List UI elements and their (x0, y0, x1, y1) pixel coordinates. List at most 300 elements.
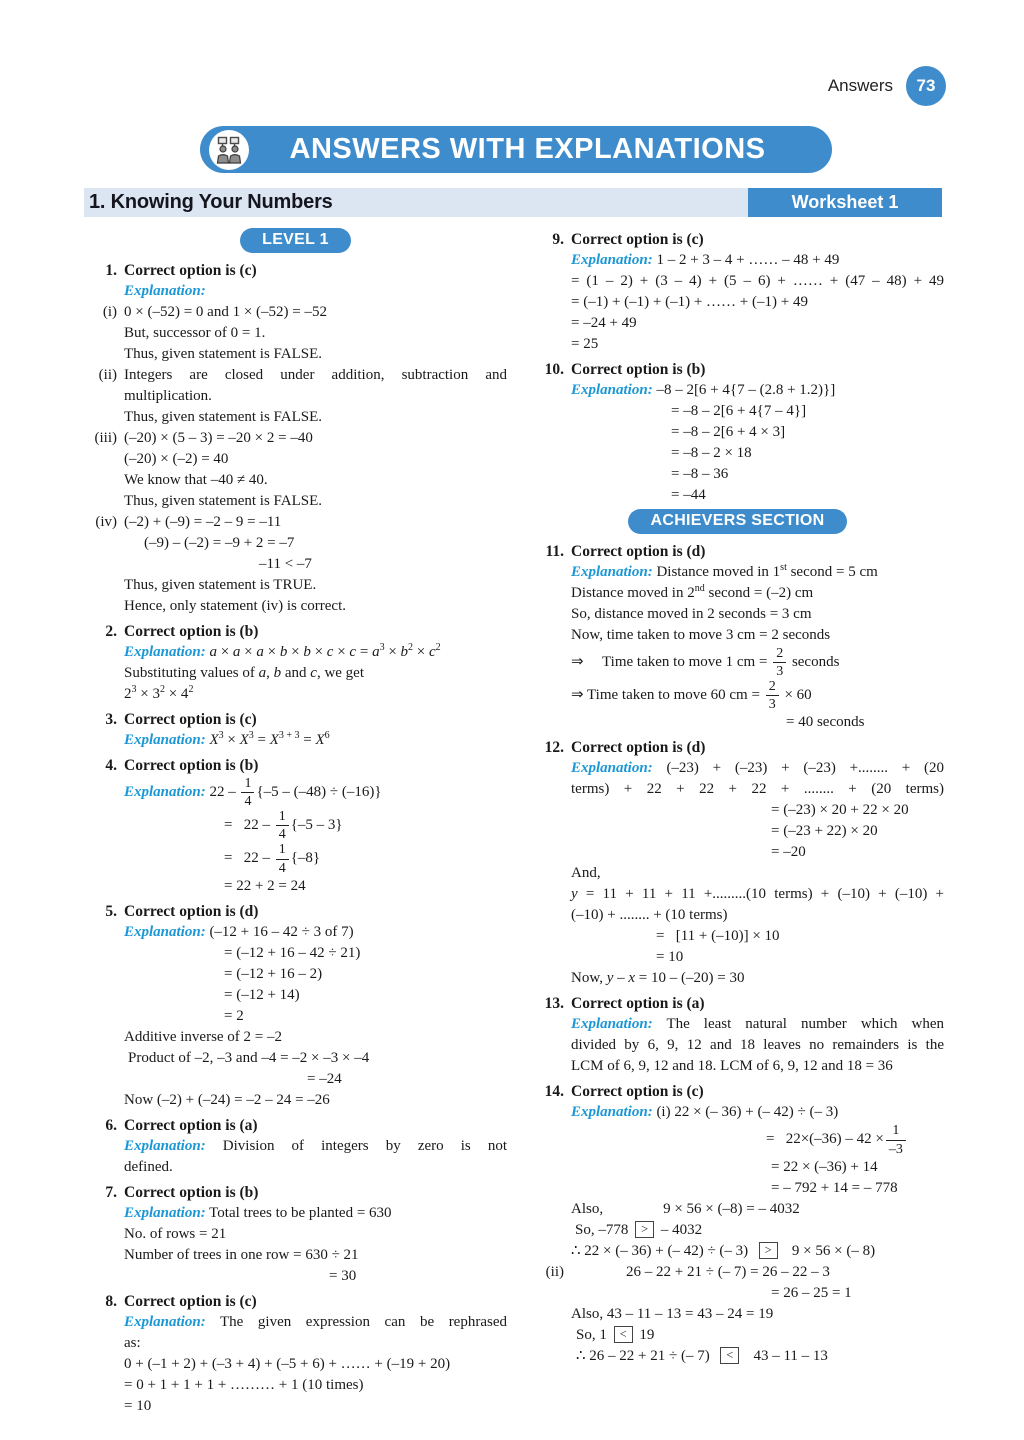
line-content (124, 663, 507, 684)
answer-line (84, 1006, 507, 1027)
fraction (771, 646, 788, 679)
boxed-comparator: < (720, 1347, 739, 1364)
text-run: No. of rows = 21 (124, 1225, 227, 1242)
answer-item (531, 229, 944, 355)
answer-line (531, 1325, 944, 1346)
answer-number: 11. (545, 543, 564, 560)
answer-line (84, 344, 507, 365)
answer-number: 4. (105, 757, 117, 774)
answer-line (84, 386, 507, 407)
superscript: 3 (248, 730, 254, 741)
text-run: And, (571, 865, 601, 882)
line-content (671, 422, 944, 443)
answer-line (531, 1102, 944, 1123)
line-content (571, 625, 944, 646)
text-run: seconds (788, 654, 840, 671)
answer-line (531, 464, 944, 485)
answer-line (84, 776, 507, 809)
answer-heading-row (531, 359, 944, 380)
text-run: The given expression can be rephrased (205, 1313, 507, 1330)
chapter-header-bar (84, 188, 942, 217)
answer-line (531, 443, 944, 464)
superscript: 2 (188, 684, 194, 695)
line-content (571, 758, 944, 779)
text-run: Now, time taken to move 3 cm = 2 seconds (571, 627, 831, 643)
text-run: Number of trees in one row = 630 ÷ 21 (124, 1246, 359, 1263)
math-variable: x (628, 970, 636, 987)
line-content (571, 1035, 944, 1056)
text-run: = (–23 + 22) × 20 (771, 823, 878, 840)
answer-heading-row (84, 1291, 507, 1312)
explanation-label: Explanation: (124, 1137, 206, 1154)
answer-heading-row (531, 737, 944, 758)
superscript: 3 (379, 642, 385, 653)
answer-line (531, 271, 944, 292)
math-variable: c (326, 644, 334, 660)
answer-heading: Correct option is (c) (571, 1083, 704, 1101)
answer-heading-row (84, 260, 507, 281)
text-run: × (310, 644, 327, 660)
line-content (571, 380, 944, 401)
line-content (124, 281, 507, 302)
answer-line (531, 884, 944, 905)
text-run: Additive inverse of 2 = –2 (124, 1028, 283, 1045)
text-run: × (240, 644, 257, 660)
line-content (571, 646, 944, 679)
line-content (771, 800, 944, 821)
text-run: = –44 (671, 487, 706, 503)
answer-line (84, 365, 507, 386)
fraction-numerator: 2 (773, 646, 786, 663)
line-content (224, 1006, 507, 1027)
line-content (571, 1056, 944, 1077)
answer-line (531, 583, 944, 604)
line-content (576, 1346, 944, 1367)
text-run: 9 × 56 × (– 8) (780, 1242, 876, 1259)
answers-banner (200, 126, 832, 173)
text-run: The least natural number which when (652, 1016, 944, 1033)
answer-line (84, 407, 507, 428)
text-run: Also, 43 – 11 – 13 = 43 – 24 = 19 (571, 1305, 774, 1322)
text-run: 43 – 11 – 13 (742, 1347, 828, 1364)
line-content (224, 842, 507, 875)
line-content (671, 464, 944, 485)
line-label: (i) (102, 304, 117, 320)
line-content (124, 1312, 507, 1333)
answer-line (84, 1069, 507, 1090)
line-content (307, 1069, 507, 1090)
text-run: = (299, 732, 316, 748)
line-content (124, 1157, 507, 1178)
text-run: = (–12 + 14) (224, 986, 300, 1003)
answer-columns (84, 225, 944, 1417)
line-content (224, 964, 507, 985)
line-content (571, 604, 944, 625)
text-run: Total trees to be planted = 630 (205, 1204, 392, 1221)
line-content (576, 1325, 944, 1346)
answer-line (84, 302, 507, 323)
line-content (571, 334, 944, 355)
answer-line (531, 905, 944, 926)
text-run: = –8 – 2 × 18 (671, 445, 752, 461)
answer-line (531, 422, 944, 443)
text-run: Thus, given statement is FALSE. (124, 409, 323, 425)
line-content (671, 443, 944, 464)
two-people-with-signs-icon (209, 130, 249, 170)
text-run: Substituting values of (124, 665, 259, 681)
text-run: 2 (124, 686, 132, 702)
text-run: defined. (124, 1158, 173, 1175)
text-run: = –8 – 2[6 + 4{7 – 4}] (671, 403, 807, 419)
answer-number: 9. (552, 231, 564, 248)
line-content (124, 596, 507, 617)
answer-line (531, 779, 944, 800)
answer-item (84, 621, 507, 705)
answer-line (84, 922, 507, 943)
line-content (571, 1241, 944, 1262)
line-content (771, 1178, 944, 1199)
fraction-numerator: 1 (276, 842, 289, 859)
answer-line (531, 292, 944, 313)
text-run: Thus, given statement is FALSE. (124, 493, 323, 509)
answer-line (84, 281, 507, 302)
text-run: = (–12 + 16 – 2) (224, 965, 323, 982)
line-content (626, 1262, 944, 1283)
answer-line (84, 730, 507, 751)
line-content (224, 876, 507, 897)
text-run: {–5 – 3} (290, 817, 343, 834)
explanation-label: Explanation: (124, 784, 206, 801)
line-content (571, 271, 944, 292)
answer-line (84, 1203, 507, 1224)
text-run: and (281, 665, 311, 681)
text-run: ∴ 22 × (– 36) + (– 42) ÷ (– 3) (571, 1242, 756, 1259)
line-content (671, 485, 944, 506)
text-run: Distance moved in 1 (652, 564, 781, 580)
text-run: – (613, 970, 629, 987)
answer-line (84, 943, 507, 964)
text-run: × (384, 644, 401, 660)
worksheet-label: Worksheet 1 (748, 188, 942, 217)
line-content (671, 401, 944, 422)
line-content (124, 1224, 507, 1245)
answer-number: 6. (105, 1116, 117, 1134)
line-content (124, 730, 507, 751)
answer-number: 3. (105, 711, 117, 728)
answer-line (531, 1220, 944, 1241)
answer-heading-row (531, 541, 944, 562)
text-run: Now, (571, 970, 607, 987)
answer-line (531, 250, 944, 271)
answer-line (84, 964, 507, 985)
line-content (571, 905, 944, 926)
answer-line (84, 533, 507, 554)
line-content (124, 407, 507, 428)
line-content (571, 250, 944, 271)
text-run: (–20) × (5 – 3) = –20 × 2 = –40 (124, 430, 313, 446)
line-label: (iv) (95, 514, 117, 530)
answer-line (531, 401, 944, 422)
answer-line (531, 926, 944, 947)
superscript: 2 (408, 642, 414, 653)
banner-title: ANSWERS WITH EXPLANATIONS (289, 133, 766, 165)
line-content (224, 985, 507, 1006)
answer-line (84, 1266, 507, 1287)
line-content (571, 1199, 944, 1220)
text-run: × (413, 644, 429, 660)
superscript: 3 + 3 (278, 730, 300, 741)
fraction (274, 809, 291, 842)
text-run: = –20 (771, 844, 806, 861)
answer-heading: Correct option is (d) (571, 739, 706, 757)
line-content (571, 968, 944, 989)
text-run: × 4 (164, 686, 189, 702)
fraction-numerator: 1 (886, 1123, 906, 1140)
answer-heading: Correct option is (b) (124, 623, 259, 640)
answer-number: 12. (544, 739, 564, 757)
page-number-badge: 73 (906, 66, 946, 106)
fraction (884, 1123, 908, 1156)
text-run: 22 – (205, 784, 240, 801)
text-run: = 2 (224, 1007, 244, 1024)
fraction-denominator: 4 (278, 827, 286, 843)
text-run: divided by 6, 9, 12 and 18 leaves no remainders is the (571, 1037, 944, 1054)
text-run: 0 + (–1 + 2) + (–3 + 4) + (–5 + 6) + …… + (–19 + 20) (124, 1355, 451, 1372)
line-content (124, 575, 507, 596)
answers-label: Answers (827, 76, 893, 95)
answer-line (84, 684, 507, 705)
answer-line (84, 663, 507, 684)
line-content (124, 1333, 507, 1354)
text-run: (i) 22 × (– 36) + (– 42) ÷ (– 3) (652, 1104, 839, 1121)
math-variable: y (571, 886, 578, 903)
answer-number: 2. (105, 623, 117, 640)
explanation-label: Explanation: (124, 1204, 206, 1221)
text-run: ⇒ Time taken to move 1 cm = (571, 654, 772, 671)
answer-heading-row (84, 1115, 507, 1136)
text-run: But, successor of 0 = 1. (124, 325, 266, 341)
answer-number: 1. (105, 262, 117, 279)
answer-line (84, 1354, 507, 1375)
answer-line (531, 679, 944, 712)
answer-heading-row (84, 1182, 507, 1203)
line-content (766, 1123, 944, 1156)
line-content (571, 1014, 944, 1035)
boxed-comparator: > (635, 1221, 654, 1238)
math-variable: c (429, 644, 436, 660)
text-run: Integers are closed under addition, subtraction and (124, 367, 507, 383)
answer-line (84, 1245, 507, 1266)
text-run: = 22 – (224, 817, 274, 834)
text-run: terms) + 22 + 22 + 22 + ........ + (20 terms) (571, 781, 944, 798)
explanation-label: Explanation: (124, 644, 206, 660)
answer-heading: Correct option is (b) (571, 361, 706, 378)
answer-item (531, 359, 944, 506)
line-content (124, 512, 507, 533)
answer-line (84, 842, 507, 875)
explanation-label: Explanation: (124, 283, 206, 299)
text-run: = 0 + 1 + 1 + 1 + ……… + 1 (10 times) (124, 1376, 364, 1393)
answer-heading-row (531, 1081, 944, 1102)
text-run: = –8 – 2[6 + 4 × 3] (671, 424, 786, 440)
answer-line (531, 380, 944, 401)
fraction-numerator: 1 (276, 809, 289, 826)
answer-line (84, 575, 507, 596)
line-content (124, 1027, 507, 1048)
answer-line (84, 1048, 507, 1069)
text-run: Thus, given statement is TRUE. (124, 577, 317, 593)
answer-line (531, 1123, 944, 1156)
answer-number: 5. (105, 902, 117, 920)
boxed-comparator: < (614, 1326, 633, 1343)
text-run: Distance moved in 2 (571, 585, 695, 601)
line-content (124, 428, 507, 449)
answer-line (531, 313, 944, 334)
text-run: = (–1) + (–1) + (–1) + …… + (–1) + 49 (571, 294, 808, 310)
answer-line (84, 1090, 507, 1111)
answer-line (84, 323, 507, 344)
line-content (571, 884, 944, 905)
answer-line (84, 1157, 507, 1178)
superscript: nd (694, 583, 705, 594)
answer-line (84, 809, 507, 842)
text-run: second = 5 cm (786, 564, 878, 580)
math-variable: b (400, 644, 409, 660)
math-variable: X (315, 732, 325, 748)
superscript: 3 (218, 730, 224, 741)
text-run: × 60 (780, 687, 812, 704)
text-run: × (263, 644, 280, 660)
answer-heading-row (84, 621, 507, 642)
page-header (828, 66, 946, 106)
line-content (124, 776, 507, 809)
text-run: 19 (635, 1326, 655, 1343)
text-run: × (333, 644, 350, 660)
text-run: second = (–2) cm (704, 585, 814, 601)
line-content (124, 470, 507, 491)
answer-heading: Correct option is (b) (124, 1183, 259, 1201)
text-run: {–8} (290, 850, 321, 867)
line-content (124, 922, 507, 943)
answer-line (531, 604, 944, 625)
superscript: 2 (159, 684, 165, 695)
answer-heading: Correct option is (d) (124, 902, 259, 920)
math-variable: b (273, 665, 282, 681)
line-content (124, 1375, 507, 1396)
line-content (571, 562, 944, 583)
line-content (124, 1090, 507, 1111)
answer-heading-row (84, 755, 507, 776)
math-variable: a (256, 644, 264, 660)
line-content (124, 323, 507, 344)
fraction-numerator: 2 (766, 679, 779, 696)
answer-line (84, 1375, 507, 1396)
text-run: = (–12 + 16 – 42 ÷ 21) (224, 944, 361, 961)
text-run: × 3 (136, 686, 160, 702)
text-run: (–2) + (–9) = –2 – 9 = –11 (124, 514, 282, 530)
answer-line (531, 842, 944, 863)
answer-line (84, 491, 507, 512)
answer-line (531, 947, 944, 968)
text-run: ∴ 26 – 22 + 21 ÷ (– 7) (576, 1347, 718, 1364)
explanation-label: Explanation: (571, 760, 653, 777)
answer-heading: Correct option is (a) (571, 995, 705, 1013)
line-content (124, 642, 507, 663)
text-run: Now (–2) + (–24) = –2 – 24 = –26 (124, 1091, 330, 1108)
text-run: –8 – 2[6 + 4{7 – (2.8 + 1.2)}] (652, 382, 836, 398)
answer-line (84, 876, 507, 897)
answer-line (531, 1241, 944, 1262)
line-content (571, 779, 944, 800)
answer-heading-row (531, 229, 944, 250)
fraction-denominator: 3 (768, 697, 776, 713)
answer-line (84, 470, 507, 491)
left-column (84, 225, 507, 1417)
text-run: {–5 – (–48) ÷ (–16)} (256, 784, 382, 801)
answer-item (84, 1291, 507, 1417)
line-content (124, 1396, 507, 1417)
line-content (571, 313, 944, 334)
line-content (124, 491, 507, 512)
answer-line (531, 1178, 944, 1199)
text-run: multiplication. (124, 388, 212, 404)
answer-number: 7. (105, 1183, 117, 1201)
answer-line (84, 1224, 507, 1245)
answer-line (531, 1056, 944, 1077)
text-run: Thus, given statement is FALSE. (124, 346, 323, 362)
text-run: Product of –2, –3 and –4 = –2 × –3 × –4 (128, 1049, 370, 1066)
answer-line (84, 1396, 507, 1417)
text-run: = 10 – (–20) = 30 (635, 970, 745, 987)
answer-line (84, 985, 507, 1006)
text-run: , we get (316, 665, 365, 681)
superscript: 2 (435, 642, 441, 653)
answer-item (531, 737, 944, 989)
answer-line (531, 334, 944, 355)
answer-item (531, 541, 944, 733)
fraction-denominator: 4 (278, 860, 286, 876)
line-content (571, 863, 944, 884)
text-run: (–23) + (–23) + (–23) +........ + (20 (652, 760, 944, 777)
level-1-badge-wrap (84, 228, 507, 253)
answer-heading-row (84, 709, 507, 730)
line-content (329, 1266, 507, 1287)
explanation-label: Explanation: (124, 732, 206, 748)
answer-line (84, 554, 507, 575)
fraction-denominator: 3 (776, 664, 784, 680)
answer-line (84, 642, 507, 663)
explanation-label: Explanation: (571, 1016, 653, 1033)
answer-item (531, 1081, 944, 1366)
text-run: × (223, 732, 240, 748)
explanation-label: Explanation: (571, 252, 653, 268)
text-run: = [11 + (–10)] × 10 (656, 928, 780, 945)
text-run: (–20) × (–2) = 40 (124, 451, 229, 467)
answer-heading-row (531, 993, 944, 1014)
math-variable: a (258, 665, 267, 681)
line-content (124, 1354, 507, 1375)
line-label: (iii) (94, 430, 117, 446)
line-content (786, 712, 944, 733)
answer-line (531, 1157, 944, 1178)
fraction (764, 679, 781, 712)
answer-item (531, 993, 944, 1077)
chapter-title: 1. Knowing Your Numbers (89, 191, 333, 213)
line-content (224, 943, 507, 964)
answer-item (84, 1115, 507, 1178)
line-content (124, 1136, 507, 1157)
line-content (124, 684, 507, 705)
